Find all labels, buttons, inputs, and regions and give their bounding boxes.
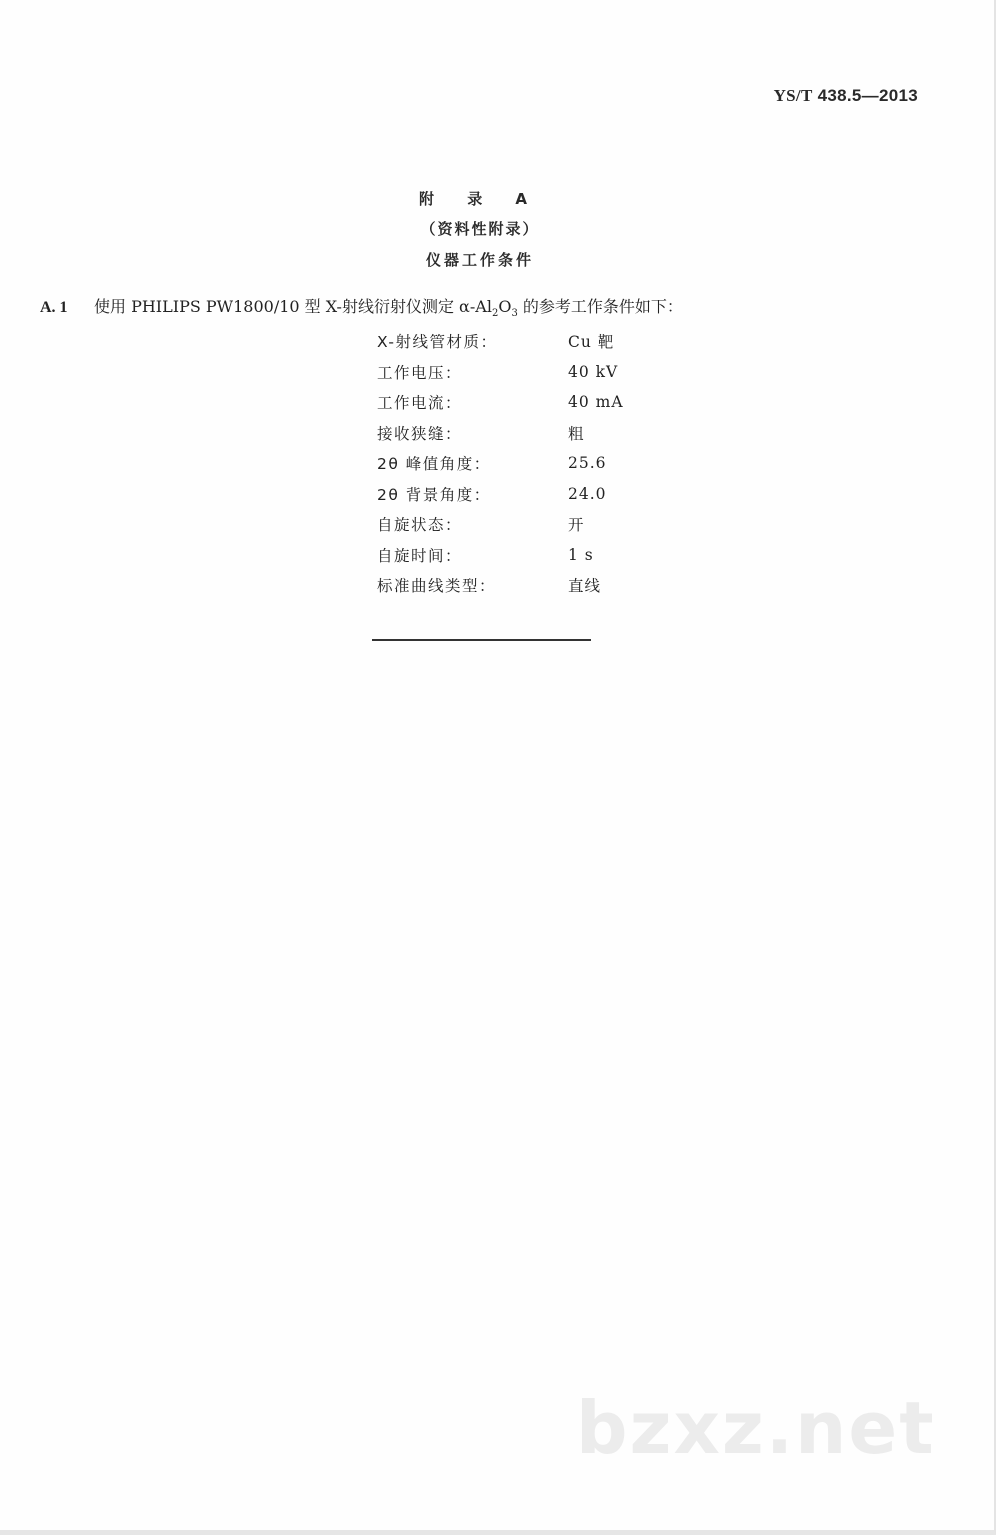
clause-text-before: 使用 PHILIPS PW1800/10 型 X-射线衍射仪测定 α-Al (94, 297, 492, 316)
param-row (377, 326, 624, 357)
param-label: 接收狭缝： (377, 424, 463, 443)
param-value: 1 s (568, 545, 594, 564)
annex-subject: 仪器工作条件 (425, 251, 534, 269)
clause-number: A. 1 (40, 299, 68, 316)
param-row (377, 540, 624, 571)
param-value: 40 kV (568, 362, 619, 381)
clause-text-after: 的参考工作条件如下： (517, 297, 683, 316)
annex-type: （资料性附录） (420, 220, 540, 238)
standard-code (774, 86, 918, 106)
param-row (377, 570, 624, 601)
param-row (377, 509, 624, 540)
standard-code-prefix: YS/T (773, 86, 813, 105)
param-value: 粗 (568, 424, 585, 443)
clause-text-mid: O (498, 297, 512, 316)
param-label: 2θ 背景角度： (377, 485, 491, 504)
param-value: Cu 靶 (568, 333, 615, 352)
param-row (377, 418, 624, 449)
param-value: 25.6 (568, 454, 607, 473)
subscript-3: 3 (511, 308, 518, 320)
standard-code-number: 438.5—2013 (817, 86, 918, 105)
param-label: 工作电压： (377, 363, 463, 382)
param-row (377, 448, 624, 479)
param-value: 开 (568, 516, 585, 535)
param-label: 工作电流： (377, 394, 463, 413)
param-row (377, 479, 624, 510)
annex-title: 附 录 A (418, 190, 542, 208)
param-label: 2θ 峰值角度： (377, 455, 491, 474)
clause-a1 (40, 294, 683, 319)
param-value: 40 mA (568, 393, 624, 412)
param-value: 24.0 (568, 484, 607, 503)
param-label: 自旋时间： (377, 546, 463, 565)
param-label: 标准曲线类型： (377, 577, 497, 596)
param-row (377, 387, 624, 418)
param-label: 自旋状态： (377, 516, 463, 535)
watermark: bzxz.net (576, 1386, 936, 1470)
param-row (377, 357, 624, 388)
subscript-2: 2 (491, 308, 499, 320)
param-label: X-射线管材质： (377, 333, 498, 352)
parameter-list (377, 326, 624, 601)
end-of-document-rule (372, 639, 591, 641)
param-value: 直线 (568, 577, 602, 596)
